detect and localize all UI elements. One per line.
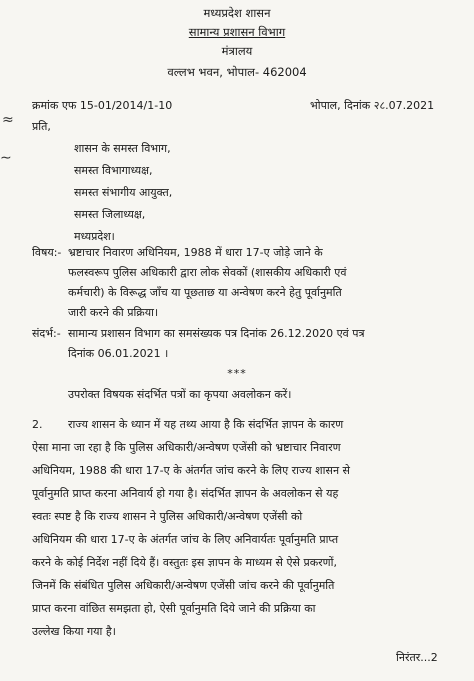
addressee-line: समस्त विभागाध्यक्ष, xyxy=(74,164,153,177)
addressee-label: प्रति, xyxy=(32,120,51,133)
paragraph-2-line: जिनमें कि संबंधित पुलिस अधिकारी/अन्वेषण एजेंसी जांच करने की पूर्वानुमति xyxy=(32,579,335,592)
paragraph-2-line: स्वतः स्पष्ट है कि राज्य शासन ने पुलिस अधिकारी/अन्वेषण एजेंसी को xyxy=(32,510,303,523)
paragraph-2-line: अधिनियम की धारा 17-ए के अंतर्गत जांच के लिए अनिवार्यतः पूर्वानुमति प्राप्त xyxy=(32,533,339,546)
paragraph-2-line: राज्य शासन के ध्यान में यह तथ्य आया है कि संदर्भित ज्ञापन के कारण xyxy=(68,418,344,431)
paragraph-2-line: ऐसा माना जा रहा है कि पुलिस अधिकारी/अन्वेषण एजेंसी को भ्रष्टाचार निवारण xyxy=(32,441,341,454)
margin-annotation-mark: ∼ xyxy=(0,150,12,166)
subject-line: जारी करने की प्रक्रिया। xyxy=(68,306,159,319)
paragraph-2-line: करने के कोई निर्देश नहीं दिये हैं। वस्तुतः इस ज्ञापन के माध्यम से ऐसे प्रकरणों, xyxy=(32,556,337,569)
subject-label: विषय:- xyxy=(32,246,62,259)
addressee-line: समस्त जिलाध्यक्ष, xyxy=(74,208,146,221)
paragraph-1: उपरोक्त विषयक संदर्भित पत्रों का कृपया अवलोकन करें। xyxy=(68,388,292,401)
continued-marker: निरंतर...2 xyxy=(396,651,438,664)
addressee-line: शासन के समस्त विभाग, xyxy=(74,142,171,155)
separator-stars: *** xyxy=(227,367,247,380)
reference-line: दिनांक 06.01.2021 । xyxy=(68,347,169,360)
reference-label: संदर्भ:- xyxy=(32,327,61,340)
reference-line: सामान्य प्रशासन विभाग का समसंख्यक पत्र दिनांक 26.12.2020 एवं पत्र xyxy=(68,327,365,340)
paragraph-2-line: पूर्वानुमति प्राप्त करना अनिवार्य हो गया है। संदर्भित ज्ञापन के अवलोकन से यह xyxy=(32,487,339,500)
header-ministry: मंत्रालय xyxy=(221,44,253,58)
paragraph-2-number: 2. xyxy=(32,418,43,431)
paragraph-2-line: अधिनियम, 1988 की धारा 17-ए के अंतर्गत जांच करने के लिए राज्य शासन से xyxy=(32,464,350,477)
subject-line: कर्मचारी) के विरूद्ध जाँच या पूछताछ या अन्वेषण करने हेतु पूर्वानुमति xyxy=(68,286,342,299)
margin-annotation-mark: ≈ xyxy=(2,112,14,128)
subject-line: फलस्वरूप पुलिस अधिकारी द्वारा लोक सेवकों (शासकीय अधिकारी एवं xyxy=(68,266,347,279)
subject-line: भ्रष्टाचार निवारण अधिनियम, 1988 में धारा 17-ए जोड़े जाने के xyxy=(68,246,323,259)
addressee-line: मध्यप्रदेश। xyxy=(74,230,115,243)
paragraph-2-line: उल्लेख किया गया है। xyxy=(32,625,116,638)
header-govt: मध्यप्रदेश शासन xyxy=(203,6,271,20)
header-department: सामान्य प्रशासन विभाग xyxy=(188,25,286,39)
reference-number: क्रमांक एफ 15-01/2014/1-10 xyxy=(32,99,173,112)
paragraph-2-line: प्राप्त करना वांछित समझता हो, ऐसी पूर्वानुमति दिये जाने की प्रक्रिया का xyxy=(32,602,316,615)
header-address: वल्लभ भवन, भोपाल- 462004 xyxy=(167,65,307,79)
addressee-line: समस्त संभागीय आयुक्त, xyxy=(74,186,173,199)
place-date: भोपाल, दिनांक २८.07.2021 xyxy=(310,99,435,112)
